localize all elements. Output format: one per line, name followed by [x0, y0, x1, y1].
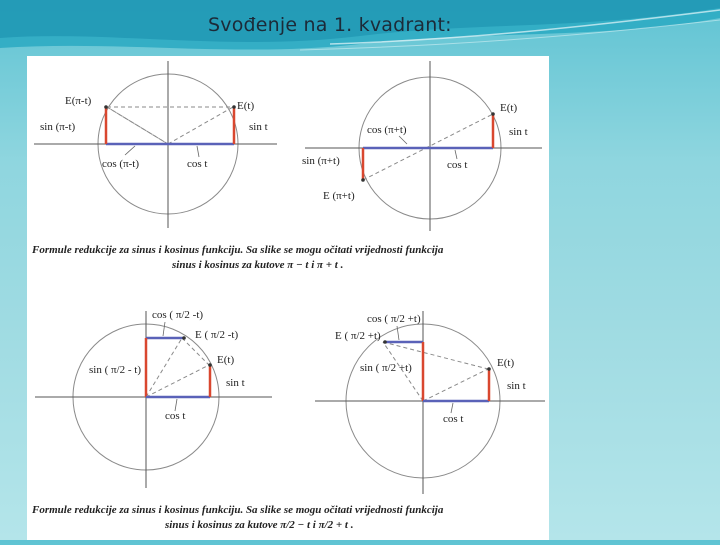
label-sin-half-pi-plus-t: sin ( π/2 +t): [360, 362, 412, 374]
label-sin-pi-minus-t: sin (π-t): [40, 121, 76, 133]
label-e-t: E(t): [500, 102, 518, 114]
label-e-half-pi-plus-t: E ( π/2 +t): [335, 330, 381, 342]
diagram-pi-plus-t: [302, 61, 542, 231]
label-cos-t: cos t: [187, 158, 208, 170]
label-e-t: E(t): [217, 354, 235, 366]
label-sin-t: sin t: [249, 121, 268, 133]
label-e-pi-minus-t: E(π-t): [65, 95, 92, 107]
diagram-half-pi-minus-t: [35, 309, 272, 488]
label-cos-half-pi-plus-t: cos ( π/2 +t): [367, 313, 421, 325]
label-sin-pi-plus-t: sin (π+t): [302, 155, 340, 167]
diagram-half-pi-plus-t: [315, 311, 545, 494]
label-cos-t: cos t: [447, 159, 468, 171]
figure-panel: [27, 56, 549, 540]
label-sin-t: sin t: [507, 380, 526, 392]
label-sin-t: sin t: [226, 377, 245, 389]
label-sin-t: sin t: [509, 126, 528, 138]
reduction-formulas-figure: [27, 56, 549, 540]
label-e-t: E(t): [497, 357, 515, 369]
label-cos-t: cos t: [443, 413, 464, 425]
caption-bottom-line1: Formule redukcije za sinus i kosinus funkciju. Sa slike se mogu očitati vrijednosti funkcija: [32, 504, 444, 516]
label-e-t: E(t): [237, 100, 255, 112]
caption-top-line1: Formule redukcije za sinus i kosinus funkciju. Sa slike se mogu očitati vrijednosti funkcija: [32, 244, 444, 256]
label-sin-half-pi-minus-t: sin ( π/2 - t): [89, 364, 141, 376]
label-cos-pi-minus-t: cos (π-t): [102, 158, 140, 170]
label-cos-half-pi-minus-t: cos ( π/2 -t): [152, 309, 204, 321]
label-e-pi-plus-t: E (π+t): [323, 190, 355, 202]
caption-top-line2: sinus i kosinus za kutove π − t i π + t .: [172, 259, 344, 271]
label-cos-pi-plus-t: cos (π+t): [367, 124, 407, 136]
label-e-half-pi-minus-t: E ( π/2 -t): [195, 329, 239, 341]
caption-bottom-line2: sinus i kosinus za kutove π/2 − t i π/2 + t .: [165, 519, 354, 531]
slide-title: Svođenje na 1. kvadrant:: [208, 14, 452, 36]
label-cos-t: cos t: [165, 410, 186, 422]
diagram-pi-minus-t: [34, 61, 277, 228]
